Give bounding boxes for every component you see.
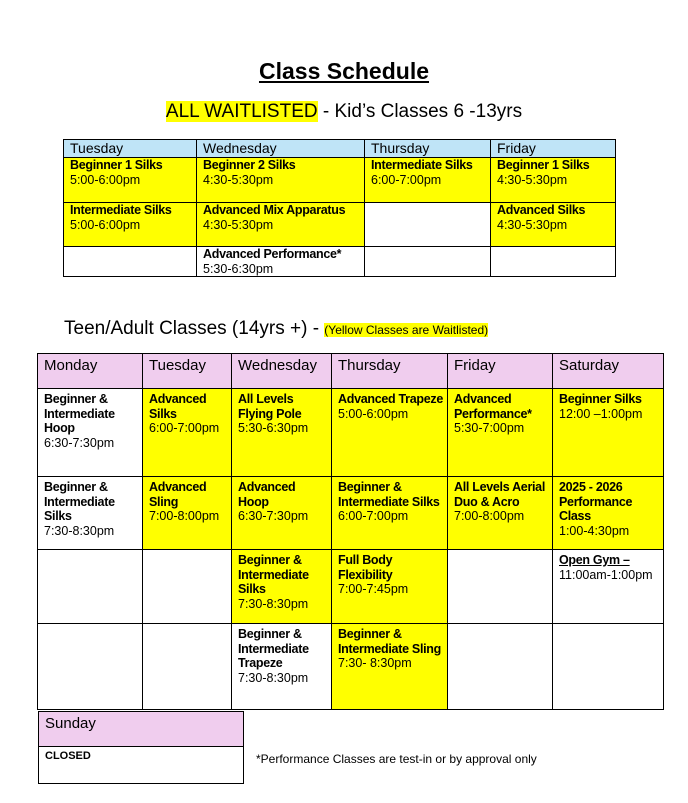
class-name: Advanced Mix Apparatus bbox=[203, 203, 346, 217]
class-cell bbox=[232, 550, 332, 624]
class-name: Beginner 1 Silks bbox=[70, 158, 163, 172]
kids-header-row bbox=[64, 140, 616, 158]
table-row bbox=[64, 247, 616, 277]
class-cell bbox=[448, 624, 553, 710]
class-time: 5:30-6:30pm bbox=[238, 421, 309, 435]
table-row bbox=[38, 477, 664, 550]
class-cell bbox=[553, 477, 664, 550]
class-name: Beginner & Intermediate Silks bbox=[338, 480, 440, 509]
sunday-status: CLOSED bbox=[39, 747, 244, 784]
class-time: 6:00-7:00pm bbox=[371, 172, 442, 187]
class-name: Beginner & Intermediate Silks bbox=[238, 553, 309, 596]
day-header: Monday bbox=[38, 354, 143, 389]
kids-heading-text: - Kid’s Classes 6 -13yrs bbox=[317, 101, 523, 122]
class-name: Beginner 1 Silks bbox=[497, 158, 590, 172]
class-time: 7:00-8:00pm bbox=[454, 509, 525, 523]
class-time: 6:30-7:30pm bbox=[238, 509, 309, 523]
class-cell bbox=[232, 624, 332, 710]
class-name: All Levels Flying Pole bbox=[238, 392, 302, 421]
class-cell bbox=[197, 247, 365, 277]
class-cell bbox=[332, 624, 448, 710]
day-header: Thursday bbox=[332, 354, 448, 389]
class-name: Intermediate Silks bbox=[70, 203, 172, 217]
class-cell bbox=[232, 477, 332, 550]
class-cell bbox=[553, 550, 664, 624]
class-name: Beginner & Intermediate Trapeze bbox=[238, 627, 309, 670]
class-cell bbox=[232, 389, 332, 477]
class-name: Advanced Hoop bbox=[238, 480, 296, 509]
class-name: Beginner 2 Silks bbox=[203, 158, 296, 172]
class-cell bbox=[491, 158, 616, 203]
teen-header-row bbox=[38, 354, 664, 389]
class-time: 6:00-7:00pm bbox=[149, 421, 220, 435]
class-time: 7:30-8:30pm bbox=[238, 596, 309, 611]
waitlist-highlight: ALL WAITLISTED bbox=[165, 101, 318, 122]
class-cell bbox=[553, 624, 664, 710]
day-header: Tuesday bbox=[64, 140, 197, 158]
class-cell bbox=[38, 550, 143, 624]
class-name: 2025 - 2026 Performance Class bbox=[559, 480, 633, 523]
class-cell bbox=[365, 203, 491, 247]
class-cell bbox=[197, 158, 365, 203]
class-cell bbox=[332, 389, 448, 477]
class-cell bbox=[448, 477, 553, 550]
class-cell bbox=[64, 203, 197, 247]
class-cell bbox=[64, 158, 197, 203]
teen-schedule-table bbox=[37, 353, 664, 710]
class-cell bbox=[143, 477, 232, 550]
day-header: Friday bbox=[491, 140, 616, 158]
class-cell bbox=[332, 477, 448, 550]
class-name: All Levels Aerial Duo & Acro bbox=[454, 480, 546, 509]
table-row bbox=[38, 624, 664, 710]
class-cell bbox=[491, 203, 616, 247]
class-cell bbox=[448, 550, 553, 624]
teen-heading-text: Teen/Adult Classes (14yrs +) - bbox=[64, 318, 325, 339]
class-cell bbox=[365, 158, 491, 203]
class-name: Full Body Flexibility bbox=[338, 553, 393, 582]
class-name: Beginner Silks bbox=[559, 392, 642, 406]
day-header: Saturday bbox=[553, 354, 664, 389]
kids-schedule-table bbox=[63, 139, 616, 277]
class-cell bbox=[143, 624, 232, 710]
day-header: Friday bbox=[448, 354, 553, 389]
class-name: Advanced Performance* bbox=[454, 392, 532, 421]
class-time: 4:30-5:30pm bbox=[497, 217, 568, 232]
class-cell bbox=[143, 389, 232, 477]
footnote: *Performance Classes are test-in or by approval only bbox=[256, 752, 537, 766]
class-time: 4:30-5:30pm bbox=[203, 217, 274, 232]
class-name: Open Gym – bbox=[559, 553, 630, 567]
kids-heading bbox=[0, 101, 688, 123]
class-cell bbox=[332, 550, 448, 624]
class-time: 7:30-8:30pm bbox=[238, 670, 309, 685]
class-time: 7:00-7:45pm bbox=[338, 582, 409, 596]
day-header: Tuesday bbox=[143, 354, 232, 389]
day-header: Thursday bbox=[365, 140, 491, 158]
class-time: 4:30-5:30pm bbox=[203, 172, 274, 187]
class-time: 7:30- 8:30pm bbox=[338, 656, 412, 670]
day-header: Sunday bbox=[39, 712, 244, 747]
class-time: 11:00am-1:00pm bbox=[559, 567, 653, 582]
class-name: Advanced Sling bbox=[149, 480, 207, 509]
class-time: 5:00-6:00pm bbox=[70, 217, 141, 232]
class-cell bbox=[365, 247, 491, 277]
class-name: Advanced Performance* bbox=[203, 247, 342, 261]
table-row bbox=[38, 389, 664, 477]
table-row bbox=[38, 550, 664, 624]
class-time: 12:00 –1:00pm bbox=[559, 406, 643, 421]
class-cell bbox=[64, 247, 197, 277]
class-time: 5:00-6:00pm bbox=[338, 406, 409, 421]
class-time: 7:30-8:30pm bbox=[44, 523, 115, 538]
class-cell bbox=[448, 389, 553, 477]
page-title: Class Schedule bbox=[258, 58, 430, 84]
class-cell bbox=[38, 389, 143, 477]
class-name: Beginner & Intermediate Sling bbox=[338, 627, 441, 656]
class-time: 4:30-5:30pm bbox=[497, 172, 568, 187]
class-time: 6:30-7:30pm bbox=[44, 435, 115, 450]
class-name: Advanced Silks bbox=[149, 392, 207, 421]
day-header: Wednesday bbox=[232, 354, 332, 389]
day-header: Wednesday bbox=[197, 140, 365, 158]
class-name: Advanced Silks bbox=[497, 203, 586, 217]
class-cell bbox=[143, 550, 232, 624]
class-cell bbox=[38, 477, 143, 550]
class-name: Intermediate Silks bbox=[371, 158, 473, 172]
class-time: 5:30-7:00pm bbox=[454, 421, 525, 435]
table-row bbox=[64, 158, 616, 203]
class-time: 5:00-6:00pm bbox=[70, 172, 141, 187]
class-name: Beginner & Intermediate Silks bbox=[44, 480, 115, 523]
class-cell bbox=[553, 389, 664, 477]
class-cell bbox=[491, 247, 616, 277]
sunday-table bbox=[38, 711, 244, 784]
waitlist-note: (Yellow Classes are Waitlisted) bbox=[324, 323, 489, 337]
class-cell bbox=[38, 624, 143, 710]
class-time: 1:00-4:30pm bbox=[559, 523, 630, 538]
class-time: 6:00-7:00pm bbox=[338, 509, 409, 523]
class-name: Advanced Trapeze bbox=[338, 392, 443, 406]
class-cell bbox=[197, 203, 365, 247]
table-row bbox=[64, 203, 616, 247]
class-time: 5:30-6:30pm bbox=[203, 261, 274, 276]
teen-heading bbox=[64, 318, 488, 340]
class-time: 7:00-8:00pm bbox=[149, 509, 220, 523]
class-name: Beginner & Intermediate Hoop bbox=[44, 392, 115, 435]
